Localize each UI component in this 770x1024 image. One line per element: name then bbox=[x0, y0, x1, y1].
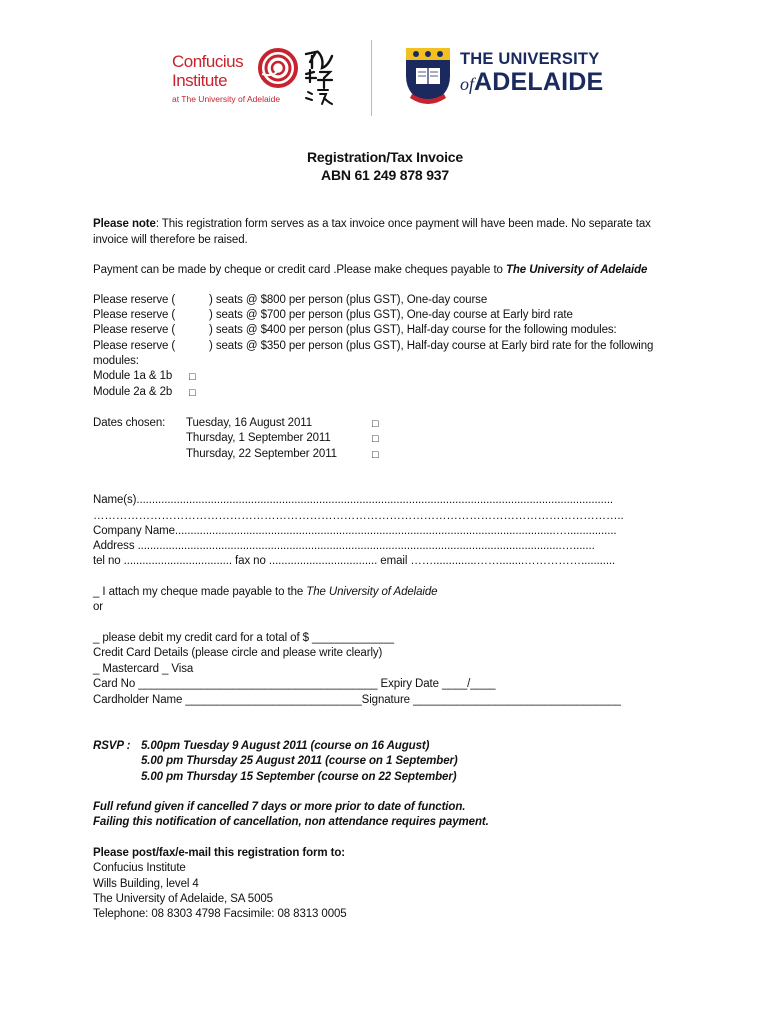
reserve-item-4: ) seats @ $350 per person (plus GST), Half-day course at Early bird rate for the following bbox=[209, 340, 654, 352]
dates-label: Dates chosen: bbox=[93, 417, 166, 429]
module-1-checkbox[interactable]: □ bbox=[189, 371, 196, 383]
cheque-payee: The University of Adelaide bbox=[306, 586, 438, 598]
or-label: or bbox=[93, 601, 104, 613]
rsvp-date-2: 5.00 pm Thursday 25 August 2011 (course on 1 September) bbox=[141, 755, 458, 767]
confucius-institute-logo bbox=[172, 48, 342, 110]
names-field-continued[interactable]: ………………………………………………………………………………………………………………………….. bbox=[93, 510, 624, 522]
university-crest-icon bbox=[404, 46, 452, 108]
ua-logo-line2 bbox=[460, 68, 603, 97]
note-line-1 bbox=[93, 217, 651, 232]
cheque-option bbox=[93, 585, 437, 600]
address-field[interactable]: Address .........................................................................................................................................…....... bbox=[93, 540, 595, 552]
abn-number: ABN 61 249 878 937 bbox=[321, 167, 449, 183]
chinese-calligraphy-icon bbox=[302, 48, 338, 106]
date-3-checkbox[interactable]: □ bbox=[372, 449, 379, 461]
refund-policy-2: Failing this notification of cancellation, non attendance requires payment. bbox=[93, 816, 489, 828]
ci-swirl-icon bbox=[258, 48, 298, 88]
contact-fields[interactable]: tel no ................................... fax no ................................... email ……..............……........……………........... bbox=[93, 555, 616, 567]
cheque-text: _ I attach my cheque made payable to the bbox=[93, 586, 307, 598]
date-option-3: Thursday, 22 September 2011 bbox=[186, 448, 337, 460]
document-title: Registration/Tax Invoice bbox=[307, 149, 463, 165]
card-types[interactable]: _ Mastercard _ Visa bbox=[93, 663, 194, 675]
ua-logo-of: of bbox=[460, 74, 475, 94]
reserve-prefix-4: Please reserve ( bbox=[93, 340, 176, 352]
note-text-1: : This registration form serves as a tax invoice once payment will have been made. No separate tax bbox=[155, 218, 651, 230]
card-number-field[interactable]: Card No ______________________________________ Expiry Date ____/____ bbox=[93, 678, 496, 690]
credit-card-debit[interactable]: _ please debit my credit card for a total of $ _____________ bbox=[93, 632, 394, 644]
ci-logo-line2: Institute bbox=[172, 71, 228, 90]
reserve-item-1: ) seats @ $800 per person (plus GST), One-day course bbox=[209, 294, 488, 306]
date-1-checkbox[interactable]: □ bbox=[372, 418, 379, 430]
rsvp-date-1: 5.00pm Tuesday 9 August 2011 (course on 16 August) bbox=[141, 740, 430, 752]
note-line-2: invoice will therefore be raised. bbox=[93, 234, 248, 246]
ua-logo-adelaide: ADELAIDE bbox=[474, 68, 604, 96]
reserve-prefix-2: Please reserve ( bbox=[93, 309, 176, 321]
note-label: Please note bbox=[93, 218, 156, 230]
reserve-item-2: ) seats @ $700 per person (plus GST), One-day course at Early bird rate bbox=[209, 309, 573, 321]
ci-logo-line1: Confucius bbox=[172, 52, 244, 71]
module-1-label: Module 1a & 1b bbox=[93, 370, 173, 382]
module-2-checkbox[interactable]: □ bbox=[189, 387, 196, 399]
rsvp-date-3: 5.00 pm Thursday 15 September (course on 22 September) bbox=[141, 771, 457, 783]
contact-line-1: Confucius Institute bbox=[93, 862, 186, 874]
payment-payee: The University of Adelaide bbox=[505, 264, 648, 276]
company-name-field[interactable]: Company Name...........................................................................................................................…................ bbox=[93, 525, 617, 537]
contact-heading: Please post/fax/e-mail this registration form to: bbox=[93, 847, 345, 859]
contact-line-3: The University of Adelaide, SA 5005 bbox=[93, 893, 273, 905]
module-2-label: Module 2a & 2b bbox=[93, 386, 173, 398]
names-field[interactable]: Name(s).......................................................................................................................................................... bbox=[93, 494, 614, 506]
credit-card-details: Credit Card Details (please circle and please write clearly) bbox=[93, 647, 383, 659]
date-2-checkbox[interactable]: □ bbox=[372, 433, 379, 445]
modules-label: modules: bbox=[93, 355, 139, 367]
date-option-1: Tuesday, 16 August 2011 bbox=[186, 417, 312, 429]
date-option-2: Thursday, 1 September 2011 bbox=[186, 432, 331, 444]
payment-text: Payment can be made by cheque or credit card .Please make cheques payable to bbox=[93, 264, 506, 276]
rsvp-label: RSVP : bbox=[93, 740, 131, 752]
university-of-adelaide-logo bbox=[404, 46, 614, 110]
refund-policy-1: Full refund given if cancelled 7 days or more prior to date of function. bbox=[93, 801, 466, 813]
ci-logo-line3: at The University of Adelaide bbox=[172, 94, 281, 104]
ua-logo-line1: THE UNIVERSITY bbox=[460, 50, 600, 68]
contact-line-2: Wills Building, level 4 bbox=[93, 878, 199, 890]
payment-line bbox=[93, 263, 647, 278]
reserve-prefix-3: Please reserve ( bbox=[93, 324, 176, 336]
reserve-item-3: ) seats @ $400 per person (plus GST), Half-day course for the following modules: bbox=[209, 324, 617, 336]
cardholder-field[interactable]: Cardholder Name ____________________________Signature _________________________________ bbox=[93, 694, 621, 706]
reserve-prefix-1: Please reserve ( bbox=[93, 294, 176, 306]
header-divider bbox=[371, 40, 372, 116]
contact-line-4: Telephone: 08 8303 4798 Facsimile: 08 8313 0005 bbox=[93, 908, 347, 920]
